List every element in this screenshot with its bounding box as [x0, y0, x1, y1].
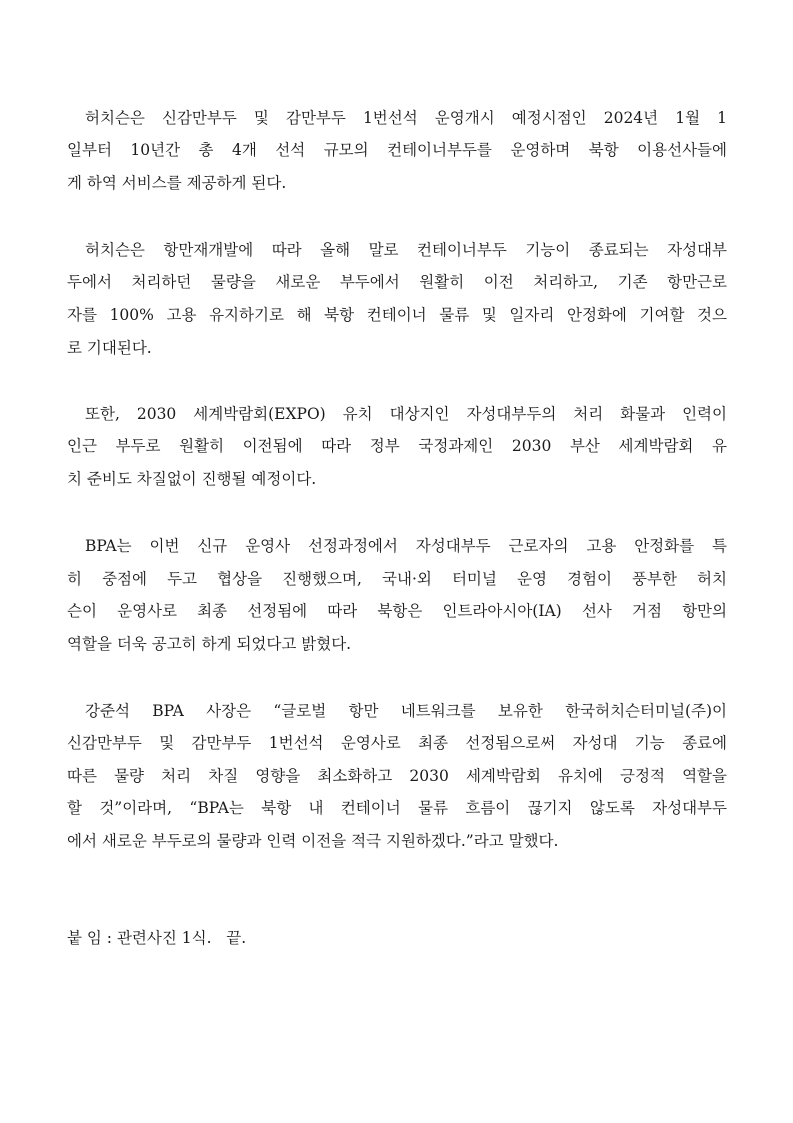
text-line: 일부터 10년간 총 4개 선석 규모의 컨테이너부두를 운영하며 북항 이용선사들에 [67, 141, 727, 159]
attachment-note: 붙 임 : 관련사진 1식. 끝. [67, 929, 247, 947]
text-line: 허치슨은 항만재개발에 따라 올해 말로 컨테이너부두 기능이 종료되는 자성대부 [85, 241, 727, 259]
text-line: 자를 100% 고용 유지하기로 해 북항 컨테이너 물류 및 일자리 안정화에 기여할 것으 [67, 306, 727, 324]
text-line: 역할을 더욱 공고히 하게 되었다고 밝혔다. [67, 635, 352, 653]
text-line: 따른 물량 처리 차질 영향을 최소화하고 2030 세계박람회 유치에 긍정적 역할을 [67, 767, 727, 785]
text-line: 할 것”이라며, “BPA는 북항 내 컨테이너 물류 흐름이 끊기지 않도록 자성대부두 [67, 799, 727, 817]
text-line: BPA는 이번 신규 운영사 선정과정에서 자성대부두 근로자의 고용 안정화를 특 [85, 537, 727, 555]
text-line: 강준석 BPA 사장은 “글로벌 항만 네트워크를 보유한 한국허치슨터미널(주)이 [85, 702, 727, 720]
text-line: 허치슨은 신감만부두 및 감만부두 1번선석 운영개시 예정시점인 2024년 1월 1 [85, 109, 727, 127]
text-line: 또한, 2030 세계박람회(EXPO) 유치 대상지인 자성대부두의 처리 화물과 인력이 [85, 405, 727, 423]
text-line: 인근 부두로 원활히 이전됨에 따라 정부 국정과제인 2030 부산 세계박람회 유 [67, 437, 727, 455]
text-line: 치 준비도 차질없이 진행될 예정이다. [67, 470, 317, 488]
text-line: 두에서 처리하던 물량을 새로운 부두에서 원활히 이전 처리하고, 기존 항만근로 [67, 273, 727, 291]
text-line: 에서 새로운 부두로의 물량과 인력 이전을 적극 지원하겠다.”라고 말했다. [67, 832, 559, 850]
text-line: 신감만부두 및 감만부두 1번선석 운영사로 최종 선정됨으로써 자성대 기능 종료에 [67, 734, 727, 752]
text-line: 게 하역 서비스를 제공하게 된다. [67, 174, 287, 192]
text-line: 로 기대된다. [67, 339, 152, 357]
text-line: 슨이 운영사로 최종 선정됨에 따라 북항은 인트라아시아(IA) 선사 거점 항만의 [67, 602, 727, 620]
text-line: 히 중점에 두고 협상을 진행했으며, 국내·외 터미널 운영 경험이 풍부한 허치 [67, 570, 727, 588]
